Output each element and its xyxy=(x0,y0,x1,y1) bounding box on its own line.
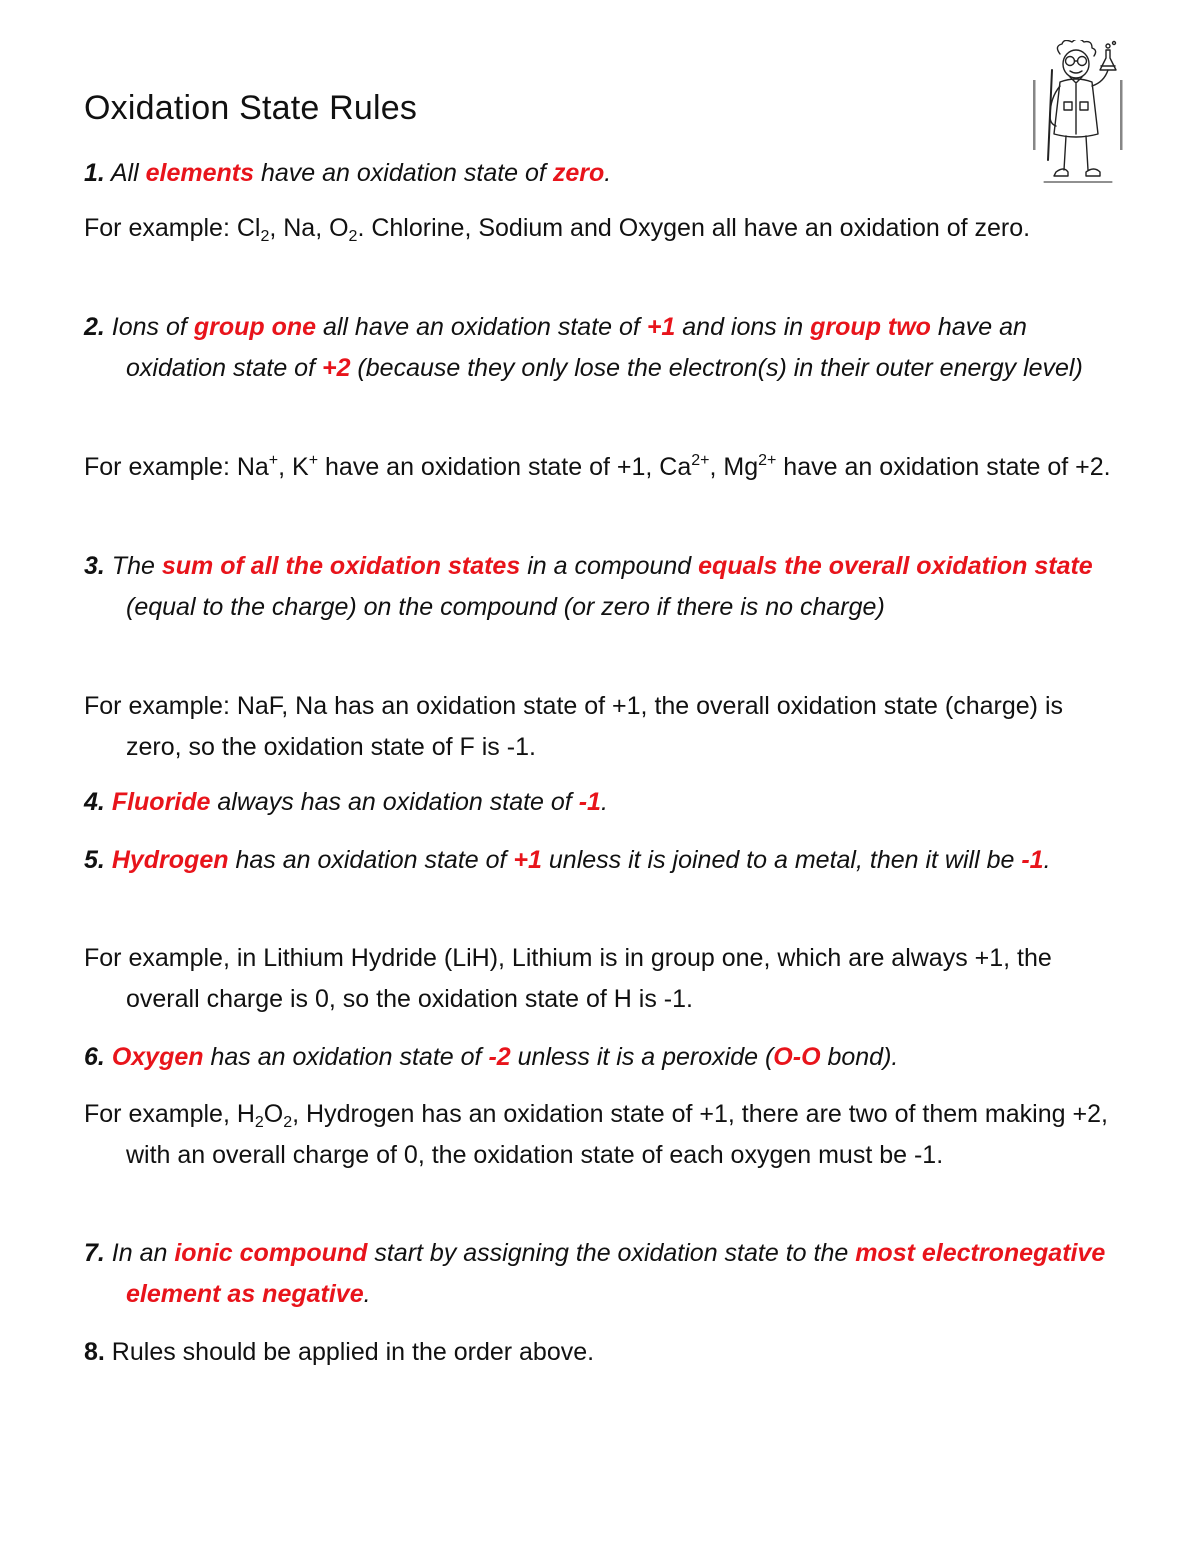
example-3 xyxy=(84,686,1124,767)
example-text: For example: Cl xyxy=(84,214,261,242)
rule-6 xyxy=(84,1037,1124,1078)
example-text: , Na, O xyxy=(269,214,349,242)
example-5 xyxy=(84,938,1124,1019)
rule-highlight: group one xyxy=(193,313,317,341)
rule-3 xyxy=(84,546,1124,627)
subscript: 2 xyxy=(283,1114,293,1131)
example-text: . Chlorine, Sodium and Oxygen all have an oxidation of zero. xyxy=(357,214,1031,242)
rule-text: . xyxy=(363,1279,371,1308)
rule-text: . xyxy=(604,159,612,187)
superscript: + xyxy=(308,452,319,469)
rule-5 xyxy=(84,840,1124,881)
rule-text: (equal to the charge) on the compound (or zero if there is no charge) xyxy=(126,592,885,621)
rule-highlight: elements xyxy=(145,159,254,187)
rule-7 xyxy=(84,1233,1124,1314)
example-text: For example: Na xyxy=(84,453,269,481)
superscript: + xyxy=(268,452,279,469)
example-6 xyxy=(84,1094,1124,1175)
rule-number: 4. xyxy=(84,788,105,816)
subscript: 2 xyxy=(260,228,270,245)
rule-number: 3. xyxy=(84,552,105,580)
example-text: For example, H xyxy=(84,1100,255,1128)
rule-text: always has an oxidation state of xyxy=(210,788,579,816)
rule-8 xyxy=(84,1332,1124,1373)
rule-text: unless it is joined to a metal, then it will be xyxy=(541,846,1022,874)
rule-highlight: equals the overall oxidation state xyxy=(698,552,1093,580)
rule-text: Ions of xyxy=(104,313,194,341)
rule-highlight: zero xyxy=(552,159,605,187)
superscript: 2+ xyxy=(691,452,710,469)
rule-highlight: +1 xyxy=(513,846,542,874)
rule-text xyxy=(105,788,112,816)
rule-highlight: Fluoride xyxy=(111,788,211,816)
page-title: Oxidation State Rules xyxy=(84,89,418,127)
rule-text: in a compound xyxy=(520,552,699,580)
example-2 xyxy=(84,447,1124,488)
rule-text: have an oxidation state of xyxy=(254,159,553,187)
rule-highlight: Hydrogen xyxy=(111,846,229,874)
rule-number: 7. xyxy=(84,1239,105,1267)
rule-text: unless it is a peroxide ( xyxy=(510,1043,774,1071)
example-text: , Hydrogen has an oxidation state of +1, there are two of them making +2, with an overall charge of 0, the oxidation state of each oxygen must be -1. xyxy=(126,1100,1108,1169)
rule-text: The xyxy=(104,552,162,580)
subscript: 2 xyxy=(254,1114,264,1131)
rule-number: 5. xyxy=(84,846,105,874)
rule-number: 8. xyxy=(84,1338,105,1366)
rule-highlight: most electronegative element as negative xyxy=(126,1239,1106,1308)
rule-text: . xyxy=(600,788,608,816)
rule-text: . xyxy=(1043,846,1051,874)
rule-number: 1. xyxy=(84,159,105,187)
example-1 xyxy=(84,208,1124,249)
rule-text: and ions in xyxy=(675,313,811,341)
example-text: For example, in Lithium Hydride (LiH), Lithium is in group one, which are always +1, the overall charge is 0, so the oxidation state of H is -1. xyxy=(84,944,1052,1013)
rule-text: all have an oxidation state of xyxy=(316,313,647,341)
rule-text: Rules should be applied in the order above. xyxy=(104,1338,595,1366)
rule-text: has an oxidation state of xyxy=(228,846,514,874)
rule-2 xyxy=(84,307,1124,388)
rule-highlight: group two xyxy=(810,313,931,341)
rule-1 xyxy=(84,153,1124,194)
subscript: 2 xyxy=(348,228,358,245)
superscript: 2+ xyxy=(758,452,777,469)
rule-highlight: ionic compound xyxy=(174,1239,368,1267)
rule-highlight: +2 xyxy=(321,353,351,382)
rule-text: have an oxidation state of xyxy=(126,313,1027,382)
rule-4 xyxy=(84,782,1124,823)
rule-text: has an oxidation state of xyxy=(203,1043,489,1071)
rule-text xyxy=(105,1043,112,1071)
example-text: For example: NaF, Na has an oxidation state of +1, the overall oxidation state (charge) is zero, so the oxidation state of F is -1. xyxy=(84,692,1063,761)
rule-highlight: sum of all the oxidation states xyxy=(161,552,521,580)
rule-highlight: +1 xyxy=(646,313,676,341)
rule-highlight: O-O xyxy=(773,1043,821,1071)
example-text: have an oxidation state of +2. xyxy=(776,453,1111,481)
rule-highlight: -2 xyxy=(488,1043,511,1071)
rule-highlight: -1 xyxy=(578,788,601,816)
rule-text: bond). xyxy=(820,1043,899,1071)
rule-text: start by assigning the oxidation state to the xyxy=(367,1239,856,1267)
example-text: , Mg xyxy=(709,453,759,481)
rule-highlight: Oxygen xyxy=(111,1043,204,1071)
rule-number: 6. xyxy=(84,1043,105,1071)
rule-text: In an xyxy=(104,1239,175,1267)
rule-text: (because they only lose the electron(s) in their outer energy level) xyxy=(350,353,1083,382)
example-text: , K xyxy=(278,453,309,481)
rule-text: All xyxy=(104,159,146,187)
rule-text xyxy=(105,846,112,874)
rule-highlight: -1 xyxy=(1021,846,1044,874)
example-text: have an oxidation state of +1, Ca xyxy=(318,453,692,481)
example-text: O xyxy=(263,1100,284,1128)
rule-number: 2. xyxy=(84,313,105,341)
